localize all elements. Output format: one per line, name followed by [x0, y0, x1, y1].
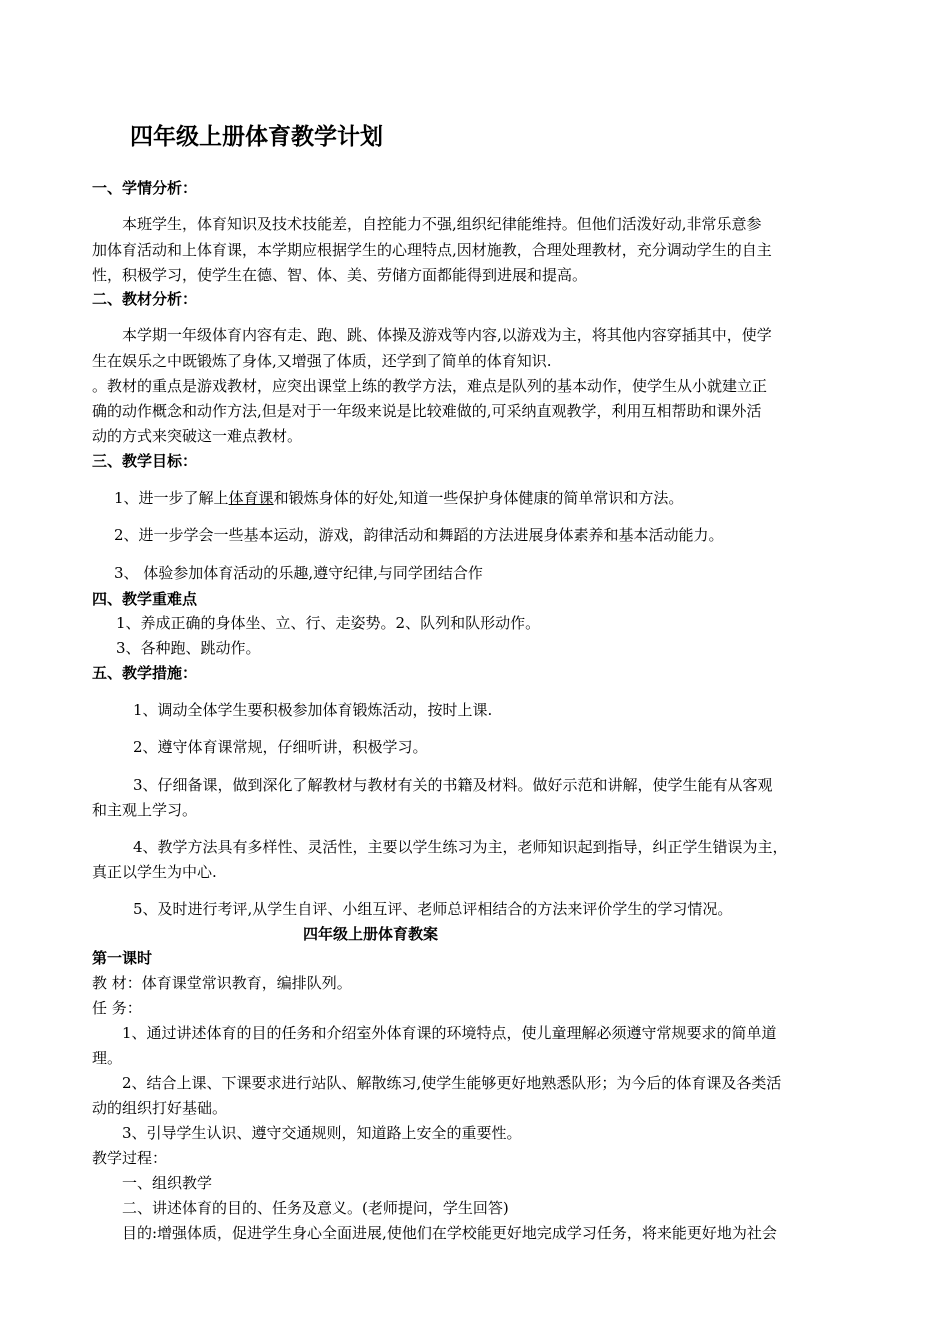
goal-item-2: 2、进一步学会一些基本运动，游戏，韵律活动和舞蹈的方法进展身体素养和基本活动能力。 — [114, 526, 724, 544]
paragraph-line: 性，积极学习，使学生在德、智、体、美、劳储方面都能得到进展和提高。 — [92, 266, 588, 284]
lesson-task-label: 任 务： — [92, 999, 142, 1017]
process-step-1: 一、组织教学 — [122, 1174, 213, 1192]
goal-item-3: 3、 体验参加体育活动的乐趣,遵守纪律,与同学团结合作 — [114, 564, 483, 582]
goal-item-1-post: 和锻炼身体的好处,知道一些保护身体健康的简单常识和方法。 — [273, 489, 684, 507]
section-heading-analysis: 一、学情分析： — [92, 179, 198, 197]
section-heading-measures: 五、教学措施： — [92, 664, 198, 682]
measure-item-2: 2、遵守体育课常规，仔细听讲，积极学习。 — [133, 738, 428, 756]
document-title: 四年级上册体育教学计划 — [130, 124, 383, 150]
task-item-2-cont: 动的组织打好基础。 — [92, 1099, 228, 1117]
process-purpose: 目的:增强体质，促进学生身心全面进展,使他们在学校能更好地完成学习任务，将来能更好地为社会 — [122, 1224, 777, 1242]
key-point-line-2: 3、各种跑、跳动作。 — [116, 639, 261, 657]
section-heading-goals: 三、教学目标： — [92, 452, 198, 470]
measure-item-5: 5、及时进行考评,从学生自评、小组互评、老师总评相结合的方法来评价学生的学习情况。 — [133, 900, 733, 918]
lesson-material: 教 材：体育课堂常识教育，编排队列。 — [92, 974, 352, 992]
section-heading-key-points: 四、教学重难点 — [92, 590, 198, 608]
lesson-process-label: 教学过程： — [92, 1149, 168, 1167]
paragraph-line: 生在娱乐之中既锻炼了身体,又增强了体质，还学到了简单的体育知识. — [92, 352, 552, 370]
measure-item-4: 4、教学方法具有多样性、灵活性，主要以学生练习为主，老师知识起到指导，纠正学生错误为主， — [133, 838, 788, 856]
key-point-line-1: 1、养成正确的身体坐、立、行、走姿势。2、队列和队形动作。 — [116, 614, 541, 632]
pe-class-link[interactable]: 体育课 — [228, 489, 274, 507]
goal-item-1 — [114, 488, 683, 508]
paragraph-line: 本学期一年级体育内容有走、跑、跳、体操及游戏等内容,以游戏为主，将其他内容穿插其中，使学 — [122, 326, 772, 344]
goal-item-1-pre: 1、进一步了解上 — [114, 489, 229, 507]
measure-item-3: 3、仔细备课，做到深化了解教材与教材有关的书籍及材料。做好示范和讲解，使学生能有从客观 — [133, 776, 773, 794]
paragraph-line: 本班学生，体育知识及技术技能差，自控能力不强,组织纪律能维持。但他们活泼好动,非常乐意参 — [122, 215, 762, 233]
task-item-1: 1、通过讲述体育的目的任务和介绍室外体育课的环境特点，使儿童理解必须遵守常规要求的简单道 — [122, 1024, 777, 1042]
task-item-2: 2、结合上课、下课要求进行站队、解散练习,使学生能够更好地熟悉队形；为今后的体育课及各类活 — [122, 1074, 782, 1092]
process-step-2: 二、讲述体育的目的、任务及意义。(老师提问，学生回答) — [122, 1199, 509, 1217]
measure-item-3-cont: 和主观上学习。 — [92, 801, 198, 819]
lesson-plan-title: 四年级上册体育教案 — [303, 925, 439, 943]
measure-item-1: 1、调动全体学生要积极参加体育锻炼活动，按时上课. — [133, 701, 493, 719]
task-item-1-cont: 理。 — [92, 1049, 123, 1067]
section-heading-materials: 二、教材分析： — [92, 290, 198, 308]
task-item-3: 3、引导学生认识、遵守交通规则，知道路上安全的重要性。 — [122, 1124, 522, 1142]
paragraph-line: 加体育活动和上体育课，本学期应根据学生的心理特点,因材施教，合理处理教材，充分调动学生的自主 — [92, 241, 772, 259]
paragraph-line: 确的动作概念和动作方法,但是对于一年级来说是比较难做的,可采纳直观教学，利用互相帮助和课外活 — [92, 402, 762, 420]
measure-item-4-cont: 真正以学生为中心. — [92, 863, 217, 881]
lesson-period: 第一课时 — [92, 949, 153, 967]
paragraph-line: 动的方式来突破这一难点教材。 — [92, 427, 303, 445]
paragraph-line: 。教材的重点是游戏教材，应突出课堂上练的教学方法，难点是队列的基本动作，使学生从小就建立正 — [92, 377, 768, 395]
